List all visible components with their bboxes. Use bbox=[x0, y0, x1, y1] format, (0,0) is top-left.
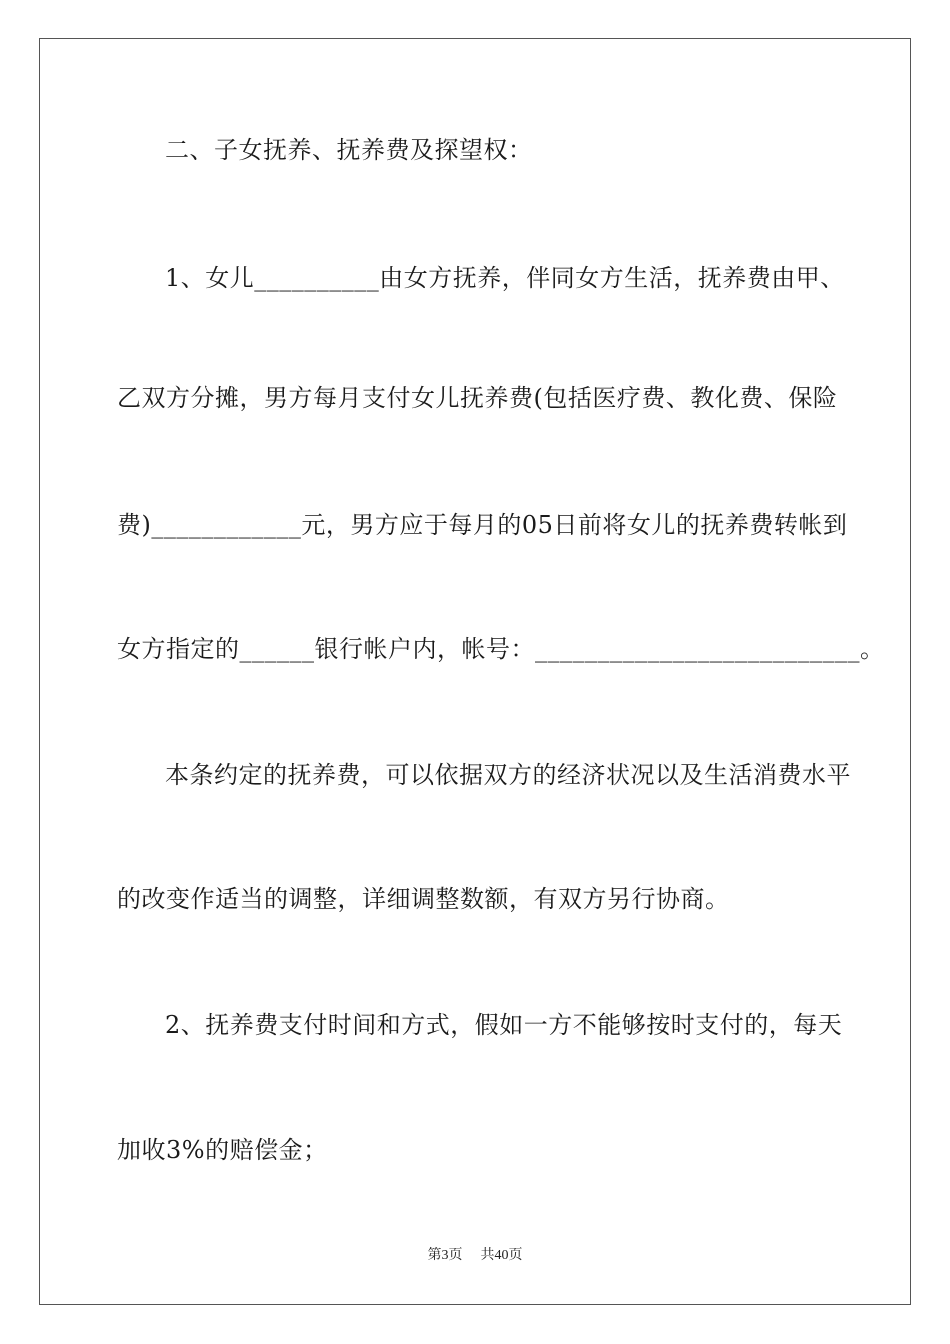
page-footer bbox=[0, 1247, 950, 1265]
page-total: 共40页 bbox=[480, 1248, 523, 1263]
paragraph-line: 加收3%的赔偿金； bbox=[117, 1136, 328, 1164]
paragraph-line: 女方指定的______银行帐户内，帐号：__________________________。 bbox=[117, 635, 885, 663]
section-heading: 二、子女抚养、抚养费及探望权： bbox=[165, 136, 533, 164]
paragraph-line: 费)____________元，男方应于每月的05日前将女儿的抚养费转帐到 bbox=[117, 511, 848, 539]
paragraph-line: 2、抚养费支付时间和方式，假如一方不能够按时支付的，每天 bbox=[165, 1011, 843, 1039]
page-border bbox=[39, 38, 911, 1305]
paragraph-line: 乙双方分摊，男方每月支付女儿抚养费(包括医疗费、教化费、保险 bbox=[117, 384, 838, 412]
paragraph-line: 本条约定的抚养费，可以依据双方的经济状况以及生活消费水平 bbox=[165, 761, 851, 789]
page-number: 第3页 bbox=[427, 1248, 463, 1263]
paragraph-line: 1、女儿__________由女方抚养，伴同女方生活，抚养费由甲、 bbox=[165, 264, 845, 292]
paragraph-line: 的改变作适当的调整，详细调整数额，有双方另行协商。 bbox=[117, 885, 730, 913]
